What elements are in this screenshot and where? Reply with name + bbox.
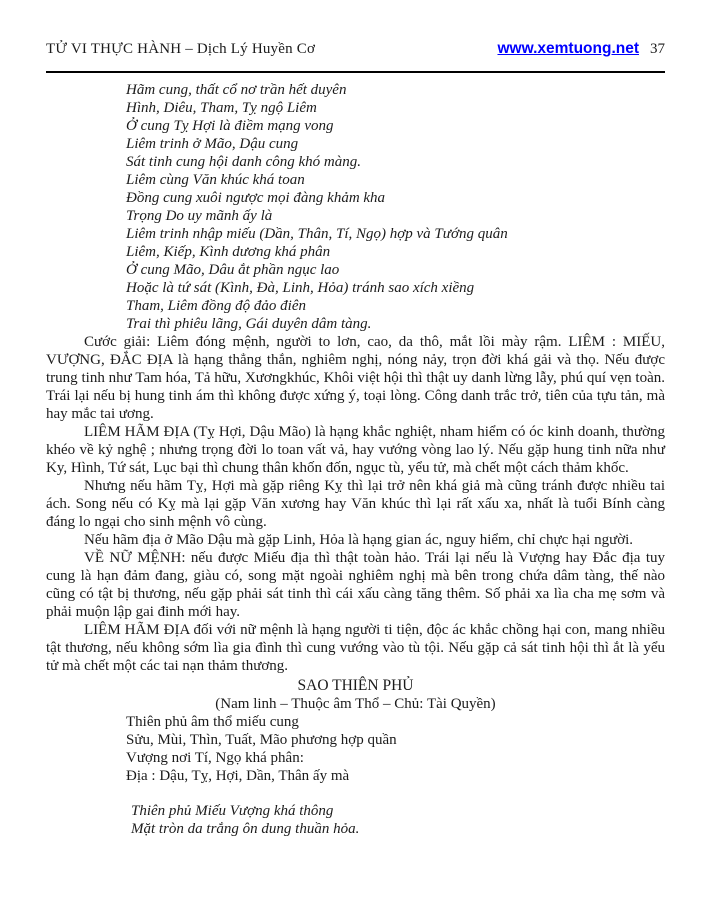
header-right-group xyxy=(497,40,665,58)
poem-line: Liêm cùng Văn khúc khá toan xyxy=(126,172,305,188)
website-link[interactable]: www.xemtuong.net xyxy=(497,40,639,57)
poem-line: Liêm trinh nhập miếu (Dần, Thân, Tí, Ngọ) hợp và Tướng quân xyxy=(126,226,508,242)
verse-line: Vượng nơi Tí, Ngọ khá phân: xyxy=(126,750,304,766)
section-heading: SAO THIÊN PHỦ xyxy=(297,677,414,694)
commentary-block xyxy=(46,333,665,713)
verse-line: Địa : Dậu, Tỵ, Hợi, Dần, Thân ấy mà xyxy=(126,768,350,784)
verse-line: Sửu, Mùi, Thìn, Tuất, Mão phương hợp quần xyxy=(126,732,397,748)
poem-line: Liêm, Kiếp, Kình dương khá phân xyxy=(126,244,331,260)
poem-line: Hãm cung, thất cổ nơ trần hết duyên xyxy=(126,82,347,98)
poem-line: Tham, Liêm đồng độ đảo điên xyxy=(126,298,306,314)
poem-line: Đồng cung xuôi ngược mọi đàng khảm kha xyxy=(126,190,386,206)
commentary-paragraph: Cước giải: Liêm đóng mệnh, người to lơn, cao, da thô, mắt lồi mày rậm. LIÊM : MIẾU, VƯỢNG, ĐẮC ĐỊA là hạng thẳng thắn, nghiêm nghị, nóng nảy, trọn đời khá gải và thọ. Nếu được trung tinh như Tam hóa, Tả hữu, Xươngkhúc, Khôi việt hội thì thật uy danh lừng lẫy, phú quí vẹn toàn. Trái lại nếu bị hung tinh ám thì không được xứng ý, toại lòng. Công danh trắc trở, tiên của tựu tản, mà hay mắc tai ương. xyxy=(46,334,665,422)
commentary-paragraph: LIÊM HÃM ĐỊA (Tỵ Hợi, Dậu Mão) là hạng khắc nghiệt, nham hiểm có óc kinh doanh, thường khéo về kỷ nghệ ; nhưng trọng đời lo toan vất vả, hay vướng vòng lao lý. Nếu gặp hung tinh nữa như Ky, Hình, Tứ sát, Lục bại thì chung thân khốn đốn, ngục tù, yểu tử, mà chết một cách thảm khốc. xyxy=(46,424,665,476)
verse-block xyxy=(126,713,665,785)
poem-line: Sát tinh cung hội danh công khó màng. xyxy=(126,154,361,170)
poem-line: Liêm trinh ở Mão, Dậu cung xyxy=(126,136,299,152)
verse-italic-line: Thiên phủ Miếu Vượng khá thông xyxy=(131,803,334,819)
section-subtitle: (Nam linh – Thuộc âm Thổ – Chủ: Tài Quyền) xyxy=(215,696,496,712)
paragraphs-container xyxy=(46,333,665,675)
commentary-paragraph: LIÊM HÃM ĐỊA đối với nữ mệnh là hạng người ti tiện, độc ác khắc chồng hại con, mang nhiều tật thương, nếu không sớm lìa gia đình thì cung vướng vào tù tội. Nếu gặp cả sát tinh hội thì ắt là yểu tử mà chết một các tai nạn thảm thương. xyxy=(46,622,665,674)
header-divider xyxy=(46,71,665,73)
commentary-paragraph: Nếu hãm địa ở Mão Dậu mà gặp Linh, Hỏa là hạng gian ác, nguy hiểm, chỉ chực hại người. xyxy=(84,532,634,548)
commentary-paragraph: VỀ NỮ MỆNH: nếu được Miếu địa thì thật toàn hảo. Trái lại nếu là Vượng hay Đắc địa tuy cung là hạn đảm đang, giàu có, song mặt ngoài nghiêm nghị mà bên trong chứa dâm tàng, thế nào cũng có tật bị thương, nếu gặp phải sát tinh thì cái xấu càng tăng thêm. Số phải xa lìa cha mẹ sơm và phải muộn lập gai đinh mới hay. xyxy=(46,550,665,620)
poem-line: Trọng Do uy mãnh ấy là xyxy=(126,208,273,224)
verse-italic-block xyxy=(131,802,665,838)
verse-line: Thiên phủ âm thổ miếu cung xyxy=(126,714,299,730)
commentary-paragraph: Nhưng nếu hãm Tỵ, Hợi mà gặp riêng Kỵ thì lại trở nên khá giả mà cũng tránh được nhiều tai ách. Song nếu có Kỵ mà lại gặp Văn xương hay Văn khúc thì lại rất xấu xa, nhất là tuổi Bính càng đáng lo ngại cho sinh mệnh vô cùng. xyxy=(46,478,665,530)
page-number: 37 xyxy=(650,41,665,57)
poem-line: Ở cung Tỵ Hợi là điềm mạng vong xyxy=(126,118,334,134)
poem-block xyxy=(126,81,665,333)
page-header xyxy=(46,40,665,58)
poem-line: Hoặc là tứ sát (Kình, Đà, Linh, Hỏa) tránh sao xích xiềng xyxy=(126,280,475,296)
poem-line: Ở cung Mão, Dâu ắt phần ngục lao xyxy=(126,262,340,278)
book-title: TỬ VI THỰC HÀNH – Dịch Lý Huyền Cơ xyxy=(46,41,316,57)
poem-line: Hình, Diêu, Tham, Tỵ ngộ Liêm xyxy=(126,100,317,116)
poem-line: Trai thì phiêu lãng, Gái duyên dâm tàng. xyxy=(126,316,372,332)
verse-italic-line: Mặt tròn da trắng ôn dung thuần hỏa. xyxy=(131,821,360,837)
